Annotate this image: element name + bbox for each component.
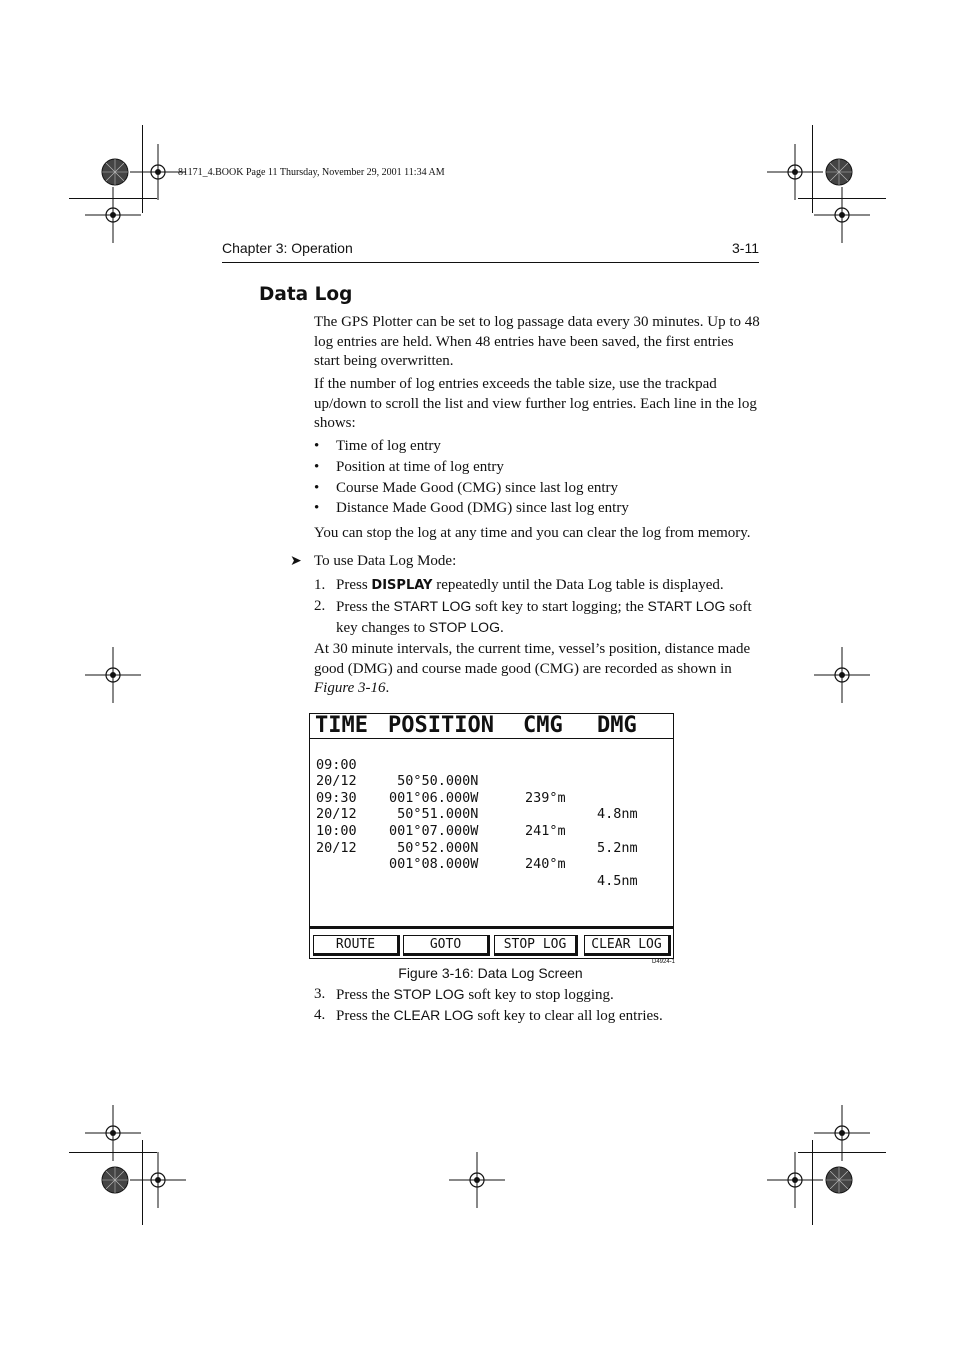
paragraph-scroll: If the number of log entries exceeds the table size, use the trackpad up/down to scroll the list and view further log entries. Each line in the log shows: <box>314 376 757 431</box>
step-3: 3. Press the STOP LOG soft key to stop logging. <box>314 986 614 1003</box>
figure-code: D4924-1 <box>652 959 676 965</box>
softkey-divider <box>310 926 673 929</box>
table-row: 20/12 001°07.000W <box>316 806 479 839</box>
data-log-screen <box>309 713 674 959</box>
step-4: 4. Press the CLEAR LOG soft key to clear all log entries. <box>314 1007 663 1024</box>
table-row: 09:00 50°50.000N 239°m 4.8nm <box>316 756 638 823</box>
step-2: 2. Press the START LOG soft key to start logging; the START LOG soft key changes to STOP LOG. <box>314 598 752 636</box>
figure-caption: Figure 3-16: Data Log Screen <box>398 965 583 981</box>
step-1: 1. Press DISPLAY repeatedly until the Data Log table is displayed. <box>314 577 724 593</box>
table-row: 20/12 001°08.000W <box>316 839 479 873</box>
figure-reference: Figure 3-16 <box>314 680 386 696</box>
header-cmg: CMG <box>523 713 563 738</box>
start-log-key: START LOG <box>393 598 472 614</box>
header-time: TIME <box>315 713 368 738</box>
display-key: DISPLAY <box>371 578 433 593</box>
clear-log-key: CLEAR LOG <box>393 1007 474 1023</box>
screen-header <box>310 714 673 739</box>
procedure-arrow-icon: ➤ <box>290 553 302 569</box>
procedure-intro: To use Data Log Mode: <box>314 553 457 569</box>
goto-softkey[interactable]: GOTO <box>403 935 490 956</box>
paragraph-stop-clear: You can stop the log at any time and you can clear the log from memory. <box>314 525 751 541</box>
page-number: 3-11 <box>732 240 759 256</box>
route-softkey[interactable]: ROUTE <box>313 935 400 956</box>
start-log-key: START LOG <box>647 598 726 614</box>
table-row: 10:00 50°52.000N 240°m 4.5nm <box>316 822 638 889</box>
paragraph-intervals: At 30 minute intervals, the current time, vessel’s position, distance made good (DMG) and course made good (CMG) are recorded as shown in Figure 3-16. <box>314 641 751 696</box>
header-dmg: DMG <box>597 713 637 738</box>
page-header <box>222 240 759 263</box>
paragraph-intro: The GPS Plotter can be set to log passage data every 30 minutes. Up to 48 log entries are held. When 48 entries have been saved, the first entries start being overwritten. <box>314 314 760 369</box>
print-meta: 81171_4.BOOK Page 11 Thursday, November 29, 2001 11:34 AM <box>178 167 445 178</box>
log-table <box>316 740 638 889</box>
table-row: 09:30 50°51.000N 241°m 5.2nm <box>316 789 638 856</box>
clear-log-softkey[interactable]: CLEAR LOG <box>584 935 671 956</box>
header-position: POSITION <box>388 713 494 738</box>
table-row: 20/12 001°06.000W <box>316 773 479 806</box>
stop-log-softkey[interactable]: STOP LOG <box>494 935 578 956</box>
stop-log-key: STOP LOG <box>428 618 500 635</box>
chapter-title: Chapter 3: Operation <box>222 240 353 256</box>
section-title: Data Log <box>259 284 353 305</box>
stop-log-key: STOP LOG <box>393 986 465 1002</box>
